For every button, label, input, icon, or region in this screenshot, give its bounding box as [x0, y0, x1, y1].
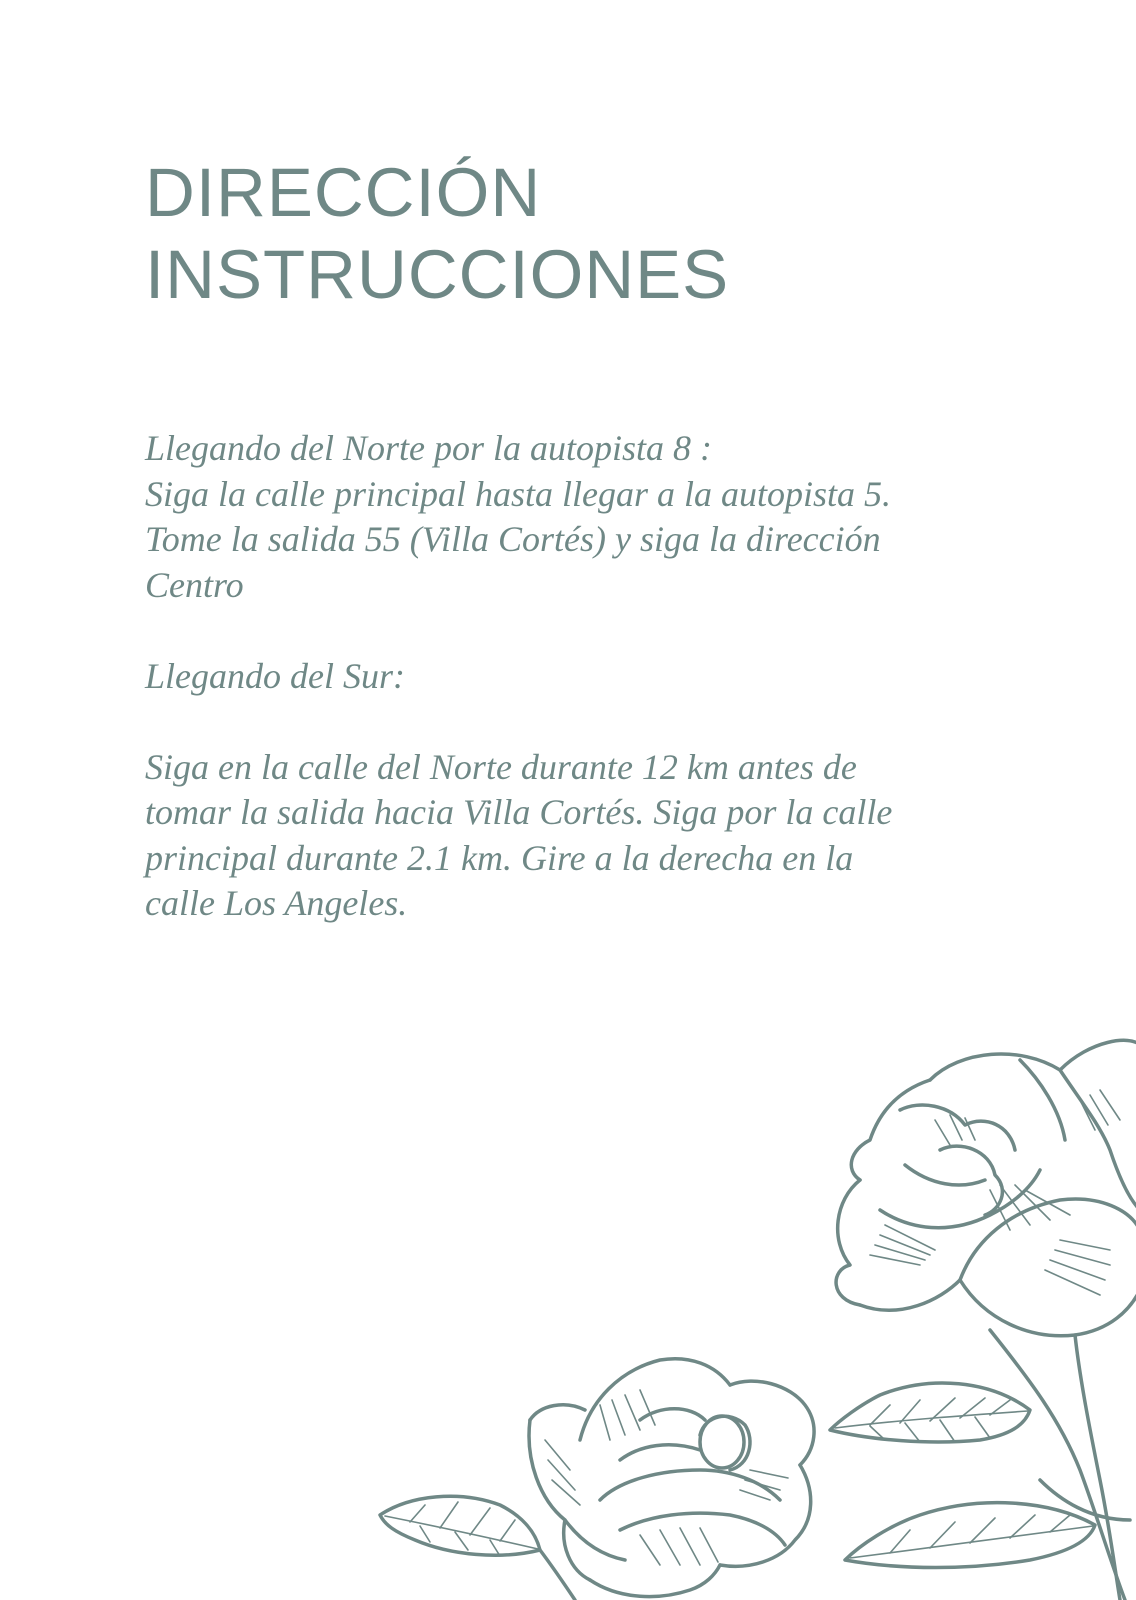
upper-rose-icon — [830, 1040, 1136, 1600]
north-line-2: Siga la calle principal hasta llegar a la autopista 5. — [145, 473, 891, 514]
south-line-3: principal durante 2.1 km. Gire a la derecha en la — [145, 837, 854, 878]
north-line-4: Centro — [145, 564, 244, 605]
south-line-4: calle Los Angeles. — [145, 883, 408, 923]
south-heading-text: Llegando del Sur: — [145, 655, 405, 696]
north-line-3: Tome la salida 55 (Villa Cortés) y siga la dirección — [145, 519, 881, 559]
south-line-1: Siga en la calle del Norte durante 12 km antes de — [145, 746, 857, 787]
north-line-1: Llegando del Norte por la autopista 8 : — [145, 428, 712, 468]
south-heading — [145, 654, 945, 700]
directions-text — [145, 426, 945, 927]
north-directions — [145, 426, 945, 608]
spacer — [145, 608, 945, 654]
lower-rose-icon — [380, 1359, 814, 1600]
spacer — [145, 699, 945, 745]
page-title — [145, 152, 729, 316]
south-line-2: tomar la salida hacia Villa Cortés. Siga por la calle — [145, 792, 893, 832]
title-line-2: INSTRUCCIONES — [145, 236, 730, 313]
title-line-1: DIRECCIÓN — [145, 154, 542, 231]
south-directions — [145, 745, 945, 927]
